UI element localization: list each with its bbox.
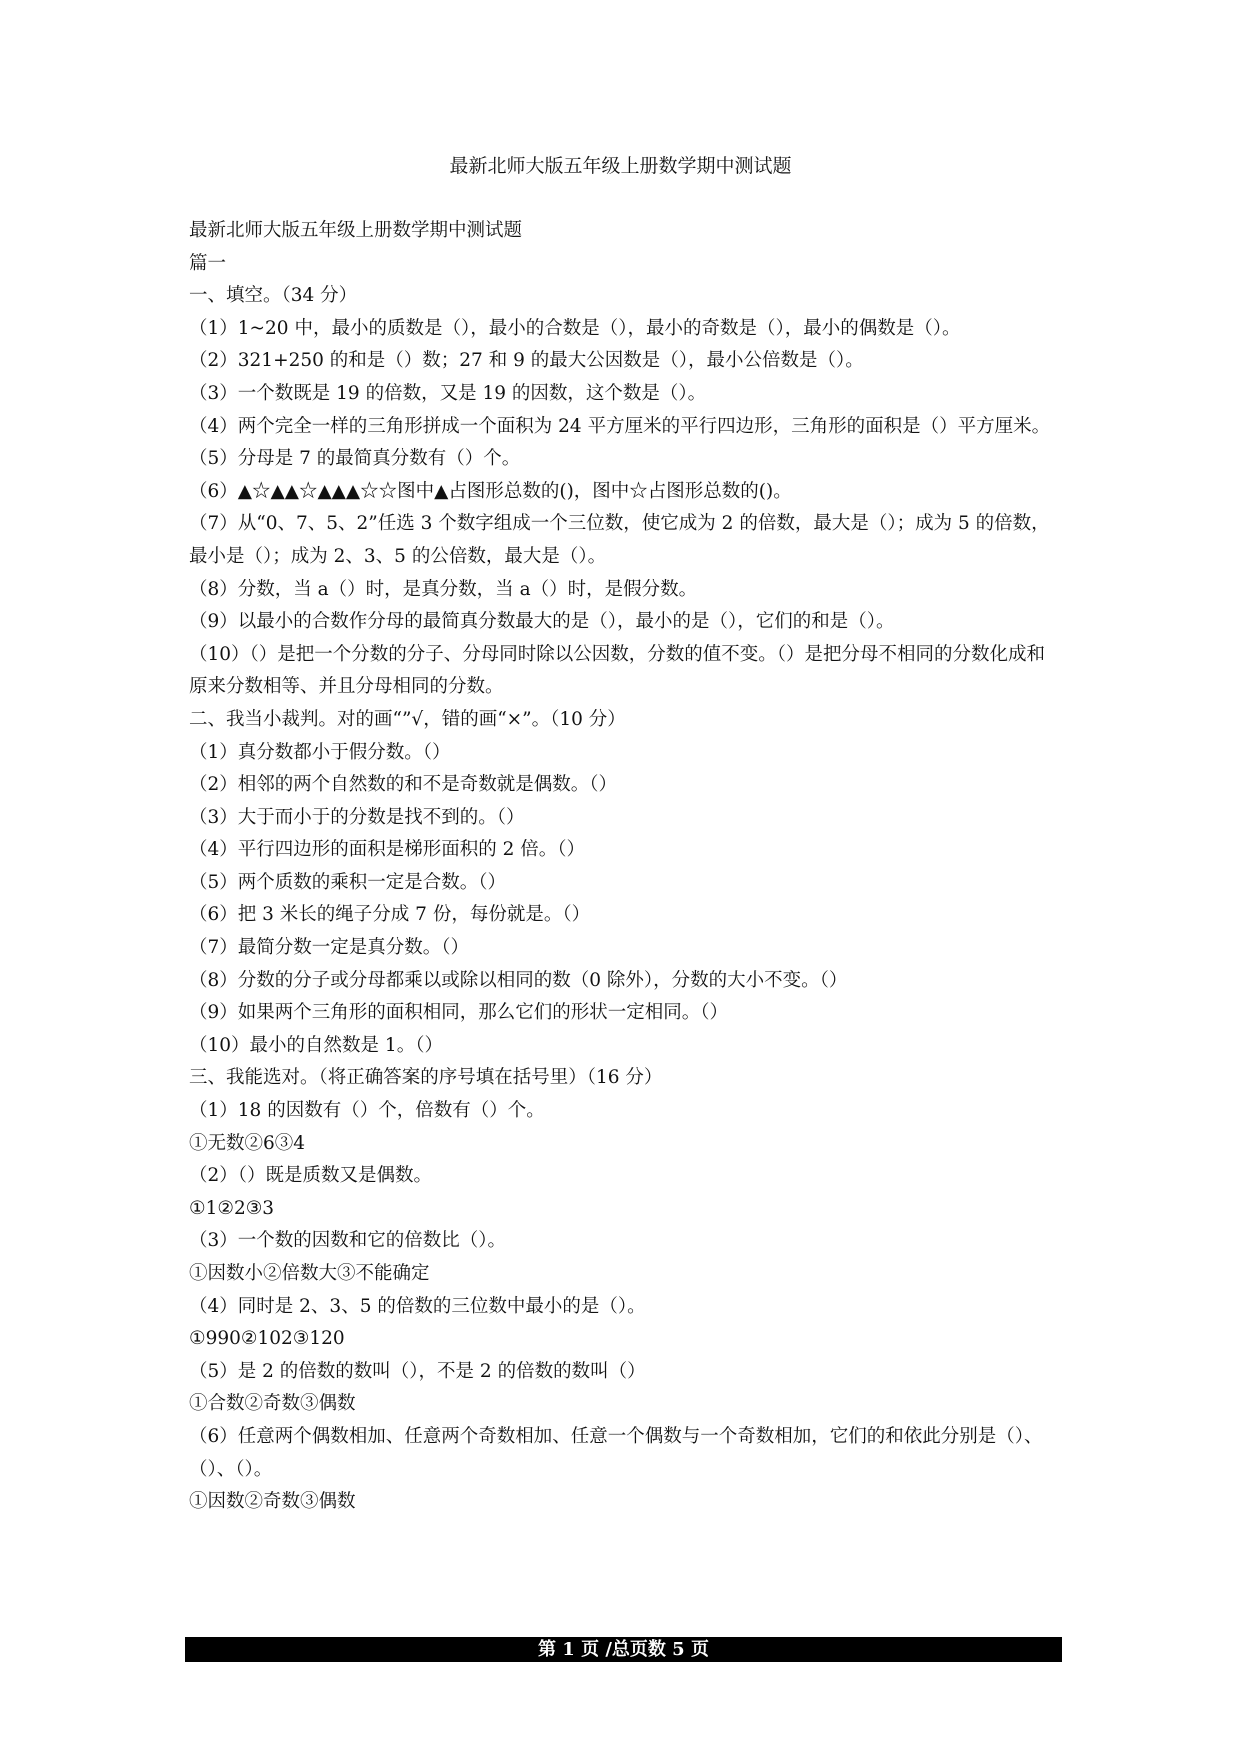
question-line: （1）1~20 中，最小的质数是（），最小的合数是（），最小的奇数是（），最小的偶数是（）。	[189, 317, 961, 339]
question-line: （1）真分数都小于假分数。（）	[189, 741, 451, 763]
question-line: （9）如果两个三角形的面积相同，那么它们的形状一定相同。（）	[189, 1002, 729, 1024]
question-line: （10）（）是把一个分数的分子、分母同时除以公因数，分数的值不变。（）是把分母不相同的分数化成和原来分数相等、并且分母相同的分数。	[189, 643, 1046, 698]
question-line: （2）（）既是质数又是偶数。	[189, 1165, 433, 1187]
answer-options: ①因数小②倍数大③不能确定	[189, 1263, 430, 1284]
section-label: 篇一	[189, 252, 227, 274]
answer-options: ①因数②奇数③偶数	[189, 1491, 356, 1513]
doc-heading: 最新北师大版五年级上册数学期中测试题	[189, 220, 523, 241]
question-line: （6）把 3 米长的绳子分成 7 份，每份就是。（）	[189, 904, 591, 926]
section-heading-3: 三、我能选对。（将正确答案的序号填在括号里）（16 分）	[189, 1067, 663, 1089]
question-line: （7）最简分数一定是真分数。（）	[189, 937, 470, 959]
answer-options: ①合数②奇数③偶数	[189, 1393, 356, 1415]
question-line: （9）以最小的合数作分母的最简真分数最大的是（），最小的是（），它们的和是（）。	[189, 611, 895, 633]
question-line: （8）分数，当 a（）时，是真分数，当 a（）时，是假分数。	[189, 578, 698, 600]
question-line: （4）两个完全一样的三角形拼成一个面积为 24 平方厘米的平行四边形，三角形的面积是（）平方厘米。	[189, 415, 1051, 437]
question-line: （5）两个质数的乘积一定是合数。（）	[189, 871, 507, 893]
document-body	[189, 215, 1059, 1519]
question-line: （5）分母是 7 的最简真分数有（）个。	[189, 448, 521, 470]
question-line: （1）18 的因数有（）个，倍数有（）个。	[189, 1100, 545, 1122]
answer-options: ①无数②6③4	[189, 1132, 306, 1154]
question-line: （3）大于而小于的分数是找不到的。（）	[189, 806, 525, 828]
question-line: （4）同时是 2、3、5 的倍数的三位数中最小的是（）。	[189, 1295, 646, 1317]
question-line: （3）一个数的因数和它的倍数比（）。	[189, 1230, 507, 1252]
question-line: （6）任意两个偶数相加、任意两个奇数相加、任意一个偶数与一个奇数相加，它们的和依此分别是（）、（）、（）。	[189, 1425, 1043, 1480]
question-line: （5）是 2 的倍数的数叫（），不是 2 的倍数的数叫（）	[189, 1360, 646, 1382]
question-line: （2）相邻的两个自然数的和不是奇数就是偶数。（）	[189, 774, 618, 796]
question-line: （2）321+250 的和是（）数；27 和 9 的最大公因数是（），最小公倍数是（）。	[189, 350, 864, 372]
answer-options: ①1②2③3	[189, 1197, 275, 1219]
answer-options: ①990②102③120	[189, 1328, 345, 1350]
question-line: （8）分数的分子或分母都乘以或除以相同的数（0 除外），分数的大小不变。（）	[189, 969, 848, 991]
question-line: （4）平行四边形的面积是梯形面积的 2 倍。（）	[189, 839, 586, 861]
question-line: （10）最小的自然数是 1。（）	[189, 1034, 443, 1056]
page-title: 最新北师大版五年级上册数学期中测试题	[449, 155, 792, 177]
question-line: （3）一个数既是 19 的倍数，又是 19 的因数，这个数是（）。	[189, 382, 707, 404]
section-heading-2: 二、我当小裁判。对的画“”√，错的画“×”。（10 分）	[189, 708, 626, 730]
question-line: （7）从“0、7、5、2”任选 3 个数字组成一个三位数，使它成为 2 的倍数，最大是（）；成为 5 的倍数，最小是（）；成为 2、3、5 的公倍数，最大是（）。	[189, 513, 1050, 567]
question-line: （6）▲☆▲▲☆▲▲▲☆☆图中▲占图形总数的()，图中☆占图形总数的()。	[189, 480, 792, 502]
section-heading-1: 一、填空。（34 分）	[189, 285, 358, 307]
page-footer: 第 1 页 /总页数 5 页	[185, 1637, 1062, 1662]
